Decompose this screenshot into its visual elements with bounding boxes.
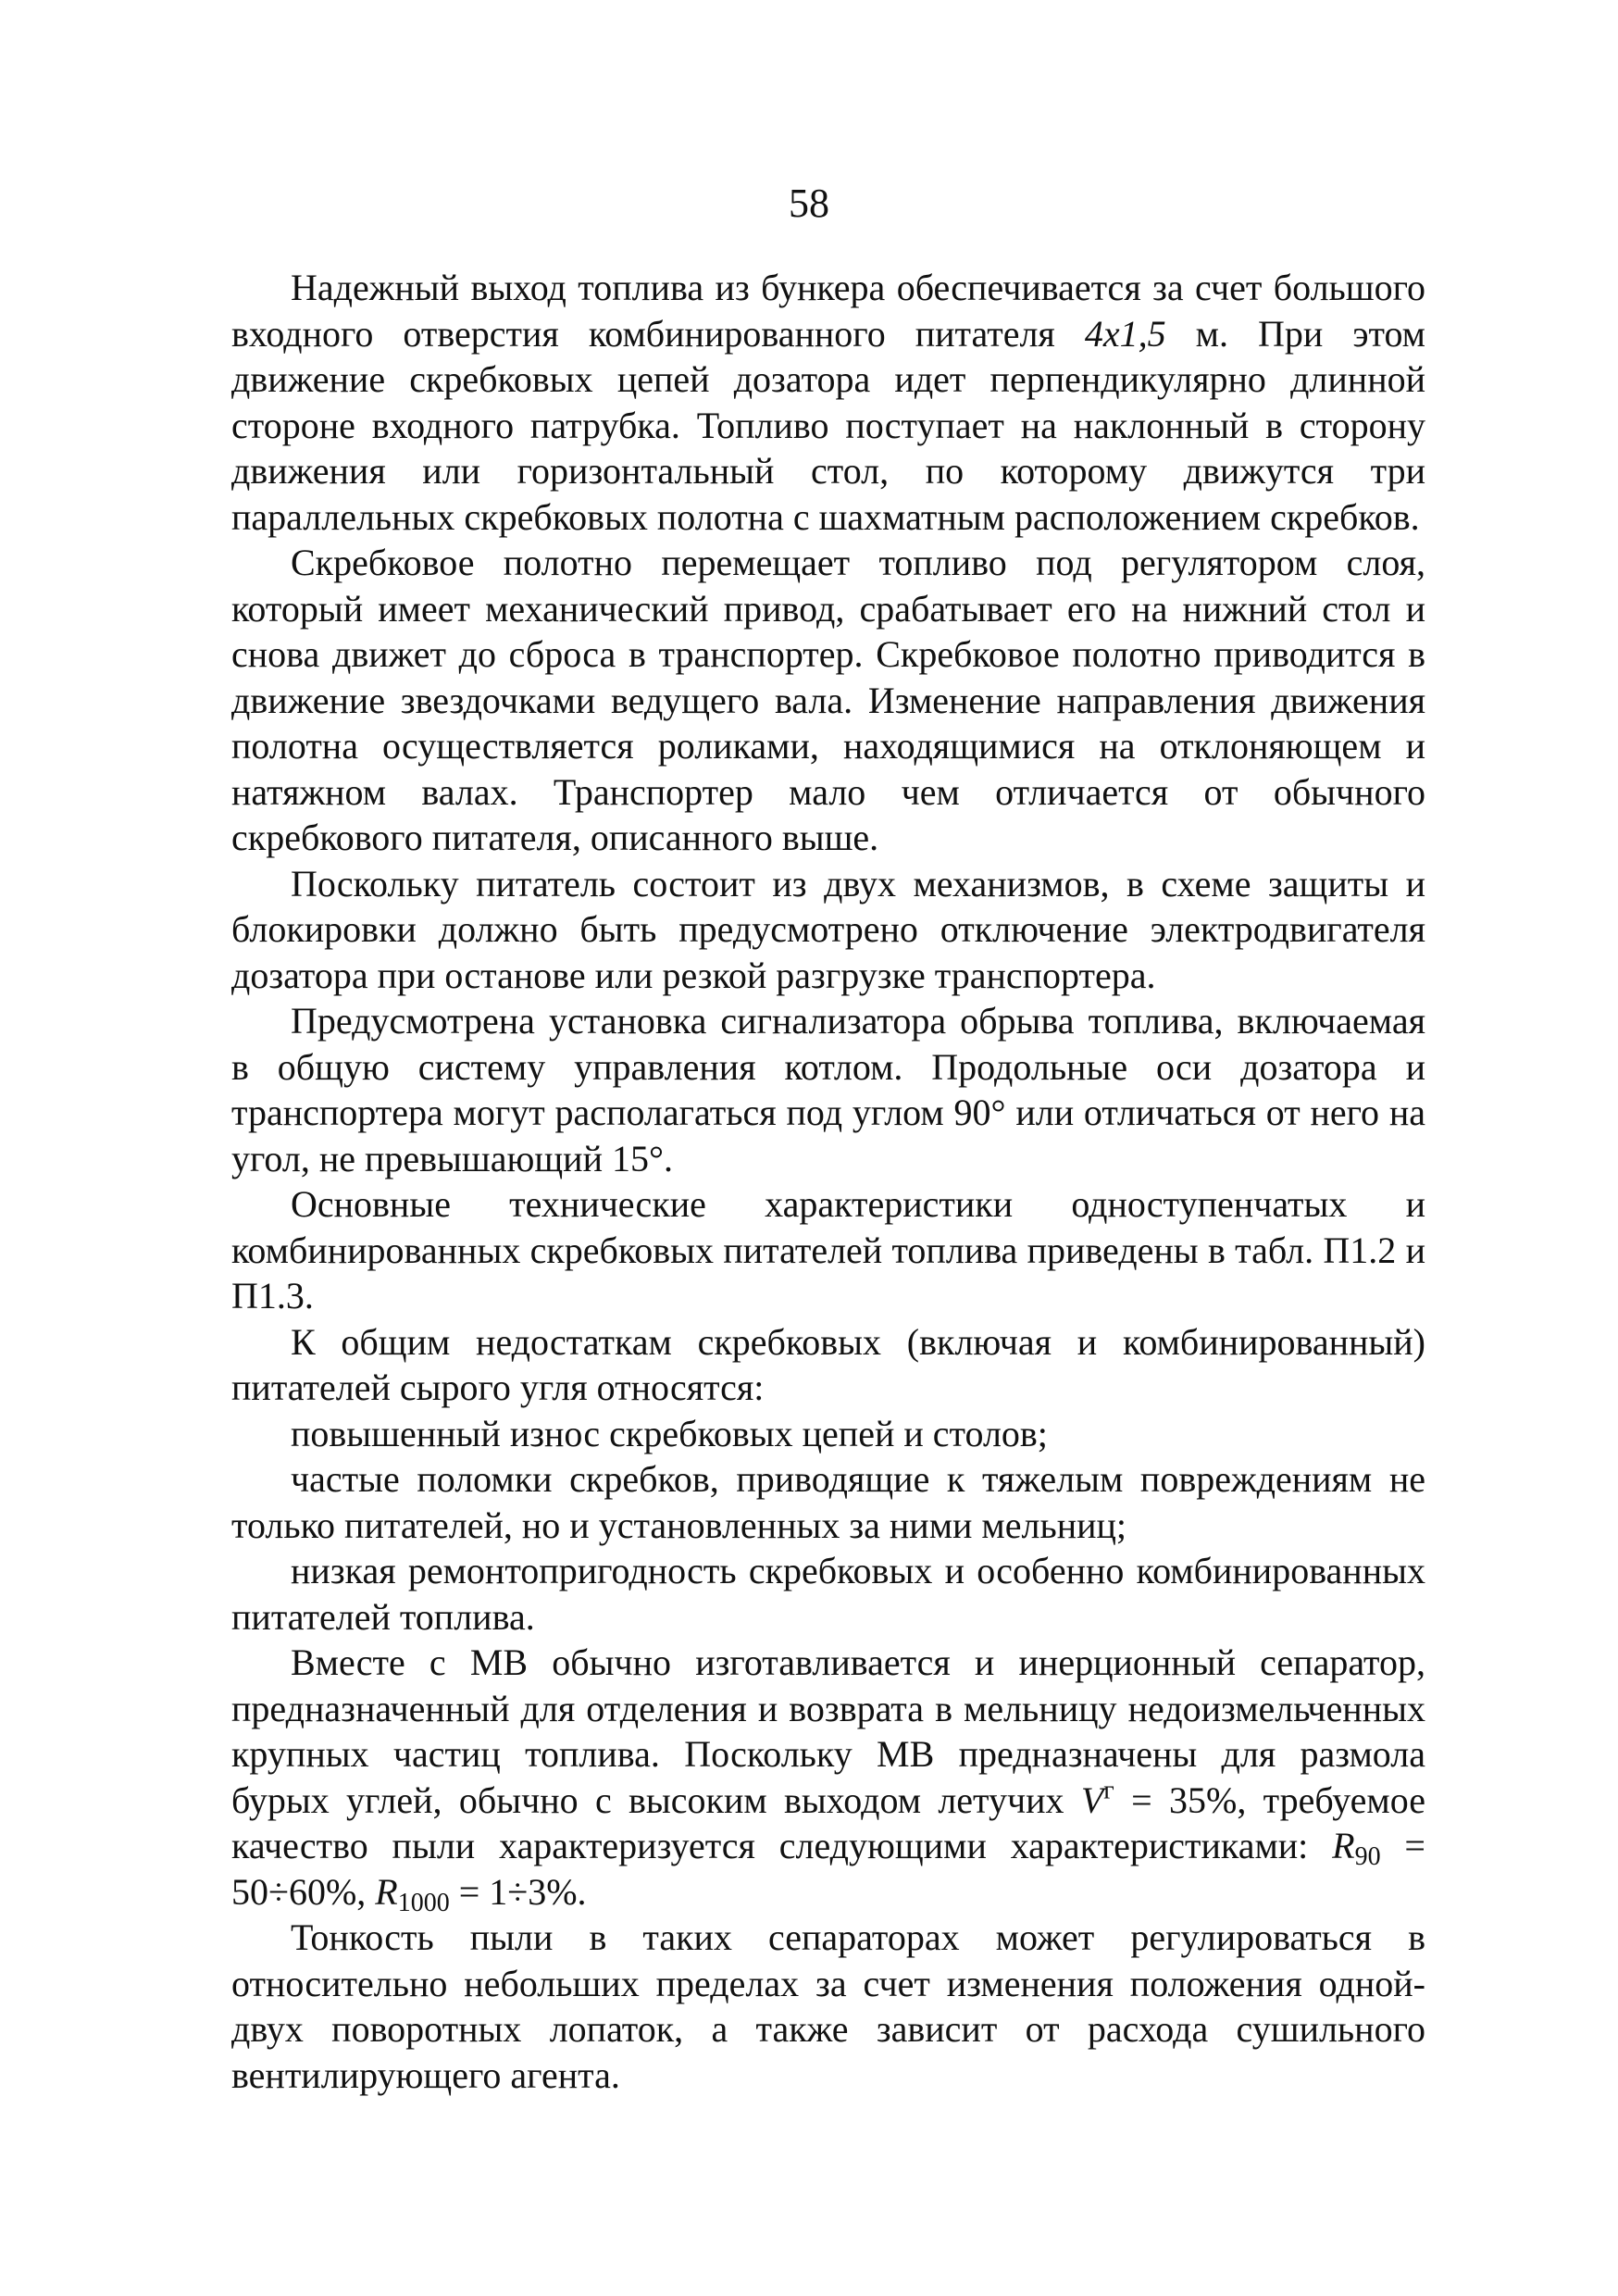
paragraph-feeder-outlet bbox=[231, 265, 1425, 540]
paragraph-specifications: Основные технические характеристики одноступенчатых и комбинированных скребковых питателей топлива приведены в табл. П1.2 и П1.3. bbox=[231, 1183, 1425, 1316]
paragraph-drawback-repair: низкая ремонтопригодность скребковых и особенно комбинированных питателей топлива. bbox=[231, 1550, 1425, 1638]
page-number: 58 bbox=[789, 181, 829, 226]
volatile-symbol: V bbox=[1080, 1778, 1104, 1821]
paragraph-text: Надежный выход топлива из бункера обеспечивается за счет большого входного отверстия комбинированного питателя bbox=[231, 267, 1425, 355]
paragraph-text: = 50÷60%, bbox=[231, 1825, 1425, 1913]
paragraph-signaling: Предусмотрена установка сигнализатора обрыва топлива, включаемая в общую систему управления котлом. Продольные оси дозатора и транспортера могут располагаться под углом 90° или отличаться от него на угол, не превышающий 15°. bbox=[231, 1000, 1425, 1179]
residue-symbol: R bbox=[1332, 1825, 1355, 1866]
paragraph-drawback-wear: повышенный износ скребковых цепей и столов; bbox=[291, 1412, 1048, 1454]
paragraph-drawbacks-intro: К общим недостаткам скребковых (включая и комбинированный) питателей сырого угля относятся: bbox=[231, 1320, 1425, 1408]
paragraph-fineness: Тонкость пыли в таких сепараторах может регулироваться в относительно небольших пределах за счет изменения положения одной-двух поворотных лопаток, а также зависит от расхода сушильного вентилирующего агента. bbox=[231, 1916, 1425, 2096]
paragraph-text: = 1÷3%. bbox=[449, 1870, 587, 1913]
paragraph-text: = 35%, требуемое качество пыли характеризуется следующими характеристиками: bbox=[231, 1778, 1425, 1866]
text-body bbox=[231, 265, 1425, 2098]
paragraph-scraper-belt: Скребковое полотно перемещает топливо под регулятором слоя, который имеет механический привод, срабатывает его на нижний стол и снова движет до сброса в транспортер. Скребковое полотно приводится в движение звездочками ведущего вала. Изменение направления движения полотна осуществляется роликами, находящимися на отклоняющем и натяжном валах. Транспортер мало чем отличается от обычного скребкового питателя, описанного выше. bbox=[231, 542, 1425, 858]
volatile-superscript: г bbox=[1103, 1776, 1114, 1805]
paragraph-text: м. При этом движение скребковых цепей дозатора идет перпендикулярно длинной стороне входного патрубка. Топливо поступает на наклонный в сторону движения или горизонтальный стол, по которому движутся три параллельных скребковых полотна с шахматным расположением скребков. bbox=[231, 312, 1425, 538]
residue-subscript: 1000 bbox=[397, 1888, 450, 1917]
residue-subscript: 90 bbox=[1354, 1842, 1381, 1871]
paragraph-protection: Поскольку питатель состоит из двух механизмов, в схеме защиты и блокировки должно быть предусмотрено отключение электродвигателя дозатора при останове или резкой разгрузке транспортера. bbox=[231, 862, 1425, 996]
paragraph-separator bbox=[231, 1640, 1425, 1915]
paragraph-drawback-breakage: частые поломки скребков, приводящие к тяжелым повреждениям не только питателей, но и установленных за ними мельниц; bbox=[231, 1458, 1425, 1546]
paragraph-text: Вместе с МВ обычно изготавливается и инерционный сепаратор, предназначенный для отделения и возврата в мельницу недоизмельченных крупных частиц топлива. Поскольку МВ предназначены для размола бурых углей, обычно с высоким выходом летучих bbox=[231, 1641, 1425, 1821]
dimension-value: 4х1,5 bbox=[1084, 312, 1166, 355]
residue-symbol: R bbox=[375, 1870, 398, 1913]
